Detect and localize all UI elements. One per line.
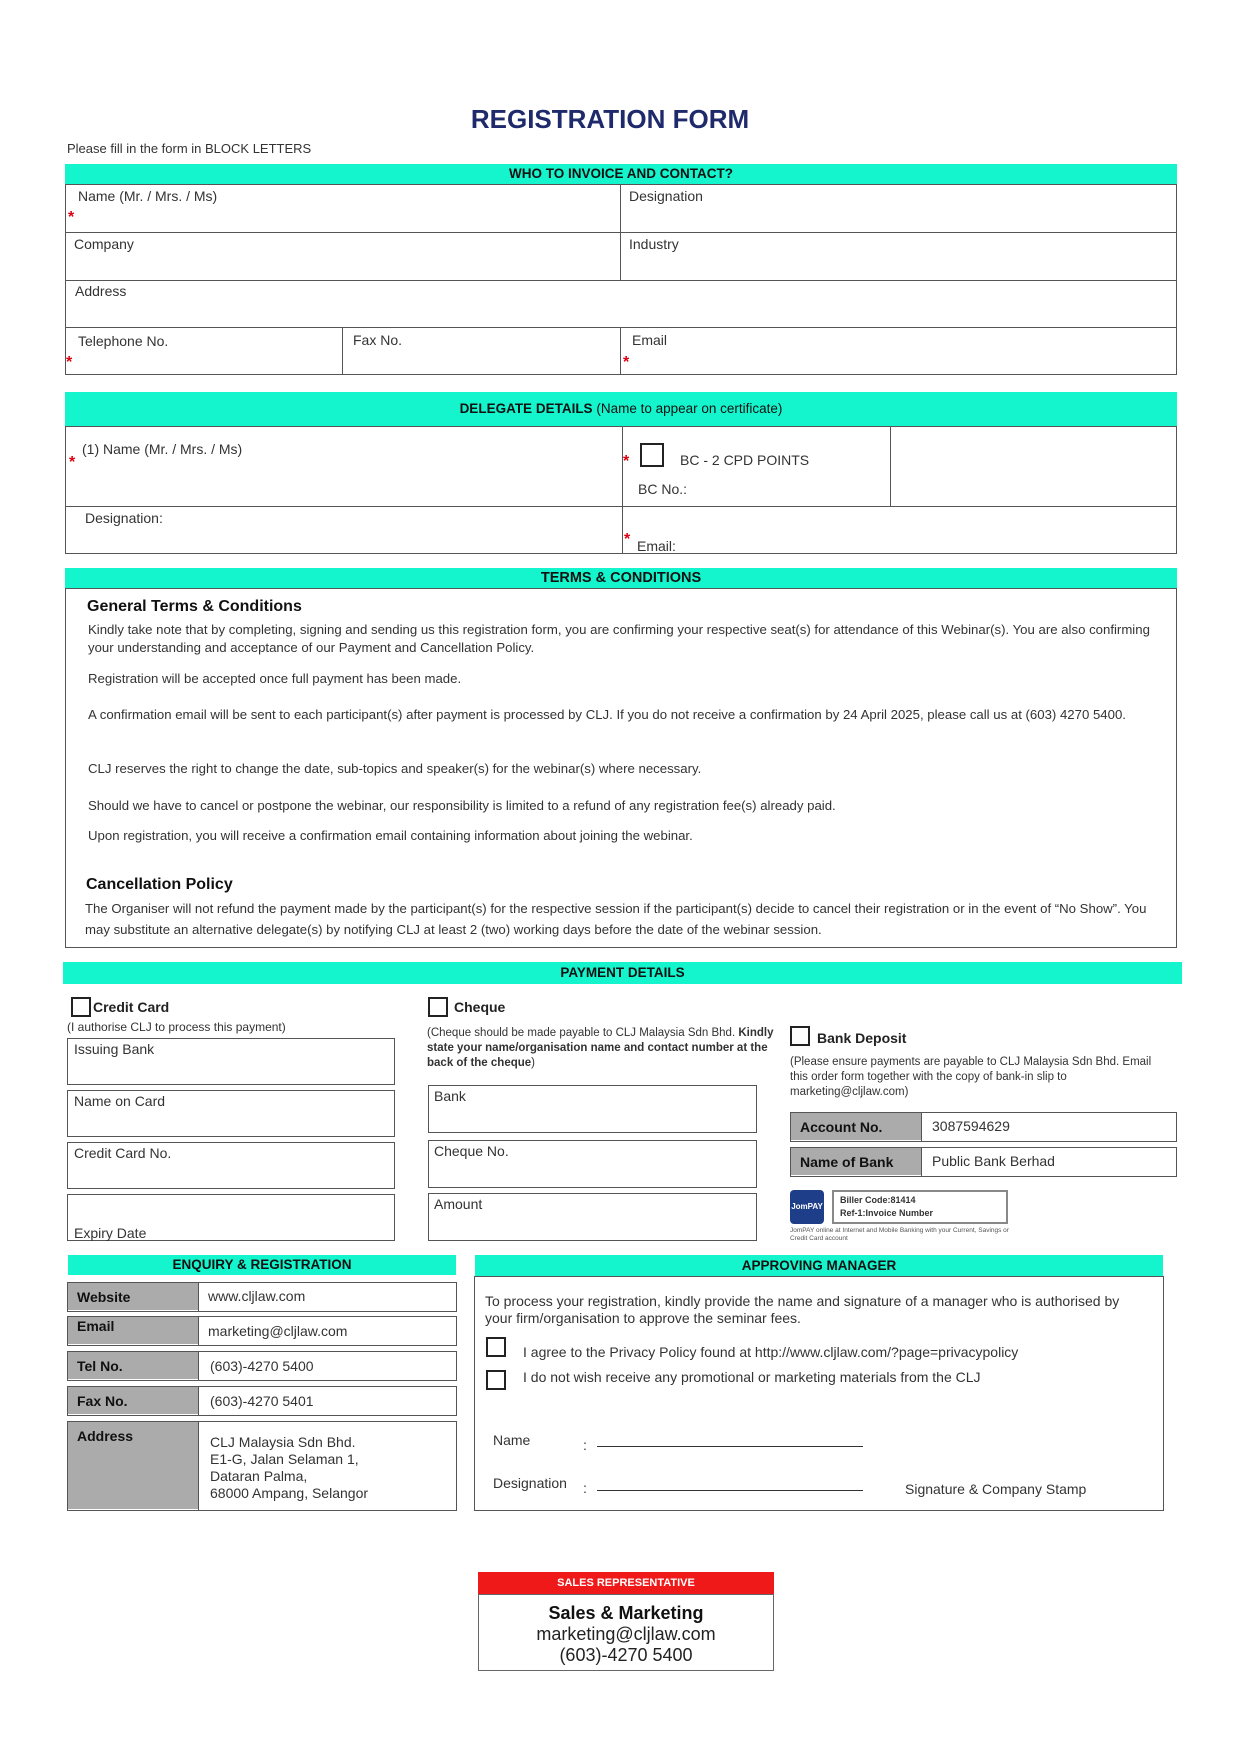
bank-deposit-note: (Please ensure payments are payable to CLJ Malaysia Sdn Bhd. Email this order form together with the copy of bank-in slip to marketing@cljlaw.com) (790, 1056, 1152, 1098)
invoice-address-field[interactable]: Address (75, 283, 127, 299)
sales-phone: (603)-4270 5400 (559, 1645, 693, 1665)
biller-ref: Ref-1:Invoice Number (840, 1208, 934, 1218)
expiry-date-label: Expiry Date (74, 1225, 147, 1241)
privacy-agree-checkbox[interactable] (486, 1337, 506, 1357)
email-link[interactable]: marketing@cljlaw.com (208, 1323, 348, 1339)
bank-name-value: Public Bank Berhad (932, 1153, 1055, 1169)
bc-cpd-label: BC - 2 CPD POINTS (680, 452, 810, 468)
invoice-designation-field[interactable]: Designation (629, 188, 703, 204)
credit-card-note: (I authorise CLJ to process this payment) (67, 1020, 286, 1034)
fax-label: Fax No. (77, 1393, 128, 1409)
approver-designation-label: Designation (493, 1475, 567, 1491)
invoice-email-field[interactable]: Email (632, 332, 668, 348)
approver-name-line[interactable] (597, 1446, 863, 1447)
required-mark: * (623, 453, 630, 470)
bank-deposit-label: Bank Deposit (817, 1030, 907, 1046)
signature-label: Signature & Company Stamp (905, 1481, 1087, 1497)
sales-email[interactable]: marketing@cljlaw.com (536, 1624, 716, 1644)
cheque-amount-label: Amount (434, 1196, 483, 1212)
fax-value: (603)-4270 5401 (210, 1393, 314, 1409)
jompay-note: JomPAY online at Internet and Mobile Banking with your Current, Savings or Credit Card account (790, 1227, 1009, 1242)
enquiry-header: ENQUIRY & REGISTRATION (68, 1255, 456, 1275)
cheque-note (427, 1026, 777, 1071)
required-mark: * (68, 209, 75, 226)
bc-cpd-checkbox[interactable] (640, 443, 664, 467)
approver-designation-line[interactable] (597, 1490, 863, 1491)
sales-title: Sales & Marketing (548, 1603, 704, 1623)
cheque-bank-field[interactable] (428, 1085, 757, 1133)
invoice-company-field[interactable]: Company (74, 236, 134, 252)
instruction-text: Please fill in the form in BLOCK LETTERS (67, 141, 312, 156)
invoice-telephone-field[interactable]: Telephone No. (78, 333, 169, 349)
cheque-label: Cheque (454, 999, 506, 1015)
credit-card-label: Credit Card (93, 999, 170, 1015)
terms-paragraph: Upon registration, you will receive a confirmation email containing information about joining the webinar. (88, 828, 693, 843)
terms-paragraph: CLJ reserves the right to change the date, sub-topics and speaker(s) for the webinar(s) where necessary. (88, 761, 702, 776)
email-label: Email (77, 1318, 115, 1334)
delegate-email-field[interactable]: Email: (637, 538, 676, 554)
website-link[interactable]: www.cljlaw.com (208, 1288, 306, 1304)
no-promo-label: I do not wish receive any promotional or marketing materials from the CLJ (523, 1369, 981, 1385)
delegate-header (65, 392, 1177, 426)
colon: : (583, 1480, 587, 1496)
page-title: REGISTRATION FORM (470, 104, 750, 134)
cancellation-title: Cancellation Policy (86, 876, 233, 893)
address-line: 68000 Ampang, Selangor (210, 1485, 369, 1501)
required-mark: * (623, 354, 630, 371)
cancellation-text: The Organiser will not refund the payment made by the participant(s) for the respective session if the participant(s) decide to cancel their registration or in the event of “No Show”. You may substitute an alternative delegate(s) by notifying CLJ at least 2 (two) working days before the date of the webinar session. (85, 901, 1147, 937)
delegate-header-note: (Name to appear on certificate) (596, 401, 783, 416)
invoice-header: WHO TO INVOICE AND CONTACT? (65, 164, 1177, 184)
bank-name-label: Name of Bank (800, 1154, 894, 1170)
privacy-agree-label: I agree to the Privacy Policy found at http://www.cljlaw.com/?page=privacypolicy (523, 1344, 1019, 1360)
invoice-name-field[interactable]: Name (Mr. / Mrs. / Ms) (78, 188, 218, 204)
manager-intro: To process your registration, kindly provide the name and signature of a manager who is authorised by your firm/organisation to approve the seminar fees. (485, 1293, 1120, 1326)
address-line: CLJ Malaysia Sdn Bhd. (210, 1434, 356, 1450)
required-mark: * (69, 454, 76, 471)
general-terms-title: General Terms & Conditions (87, 598, 302, 615)
issuing-bank-label: Issuing Bank (74, 1041, 155, 1057)
biller-code: Biller Code:81414 (840, 1195, 916, 1205)
bc-no-field[interactable]: BC No.: (638, 481, 688, 497)
tel-value: (603)-4270 5400 (210, 1358, 314, 1374)
address-line: Dataran Palma, (210, 1468, 308, 1484)
cheque-note-end: ) (531, 1057, 536, 1069)
name-on-card-label: Name on Card (74, 1093, 166, 1109)
cheque-checkbox[interactable] (428, 997, 448, 1017)
address-line: E1-G, Jalan Selaman 1, (210, 1451, 359, 1467)
delegate-header-title: DELEGATE DETAILS (459, 401, 593, 416)
payment-header: PAYMENT DETAILS (63, 962, 1182, 984)
jompay-logo: JomPAY (790, 1190, 824, 1224)
sales-header: SALES REPRESENTATIVE (478, 1572, 774, 1594)
account-label: Account No. (800, 1119, 883, 1135)
account-value: 3087594629 (932, 1118, 1010, 1134)
card-number-label: Credit Card No. (74, 1145, 172, 1161)
terms-paragraph: Registration will be accepted once full payment has been made. (88, 671, 462, 686)
approver-name-label: Name (493, 1432, 531, 1448)
website-label: Website (77, 1289, 131, 1305)
terms-paragraph: A confirmation email will be sent to each participant(s) after payment is processed by CLJ. If you do not receive a confirmation by 24 April 2025, please call us at (603) 4270 5400. (88, 707, 1126, 722)
terms-paragraph: Should we have to cancel or postpone the webinar, our responsibility is limited to a refund of any registration fee(s) already paid. (88, 798, 836, 813)
delegate-designation-field[interactable]: Designation: (85, 510, 163, 526)
cheque-number-label: Cheque No. (434, 1143, 509, 1159)
no-promo-checkbox[interactable] (486, 1370, 506, 1390)
manager-header: APPROVING MANAGER (475, 1255, 1163, 1276)
invoice-industry-field[interactable]: Industry (629, 236, 679, 252)
terms-header: TERMS & CONDITIONS (65, 568, 1177, 588)
address-label: Address (77, 1428, 134, 1444)
bank-deposit-checkbox[interactable] (790, 1026, 810, 1046)
cheque-note-bold: Kindly state your name/organisation name and contact number at the back of the cheque (427, 1027, 774, 1069)
delegate-name-field[interactable]: (1) Name (Mr. / Mrs. / Ms) (82, 441, 243, 457)
cheque-bank-label: Bank (434, 1088, 466, 1104)
colon: : (583, 1437, 587, 1453)
invoice-fax-field[interactable]: Fax No. (353, 332, 403, 348)
required-mark: * (66, 354, 73, 371)
cheque-note-text: (Cheque should be made payable to CLJ Malaysia Sdn Bhd. (427, 1027, 736, 1039)
terms-paragraph: Kindly take note that by completing, signing and sending us this registration form, you are confirming your respective seat(s) for attendance of this Webinar(s). You are also confirming your understanding and acceptance of our Payment and Cancellation Policy. (88, 622, 1150, 655)
tel-label: Tel No. (77, 1358, 123, 1374)
credit-card-checkbox[interactable] (71, 997, 91, 1017)
required-mark: * (624, 531, 631, 548)
